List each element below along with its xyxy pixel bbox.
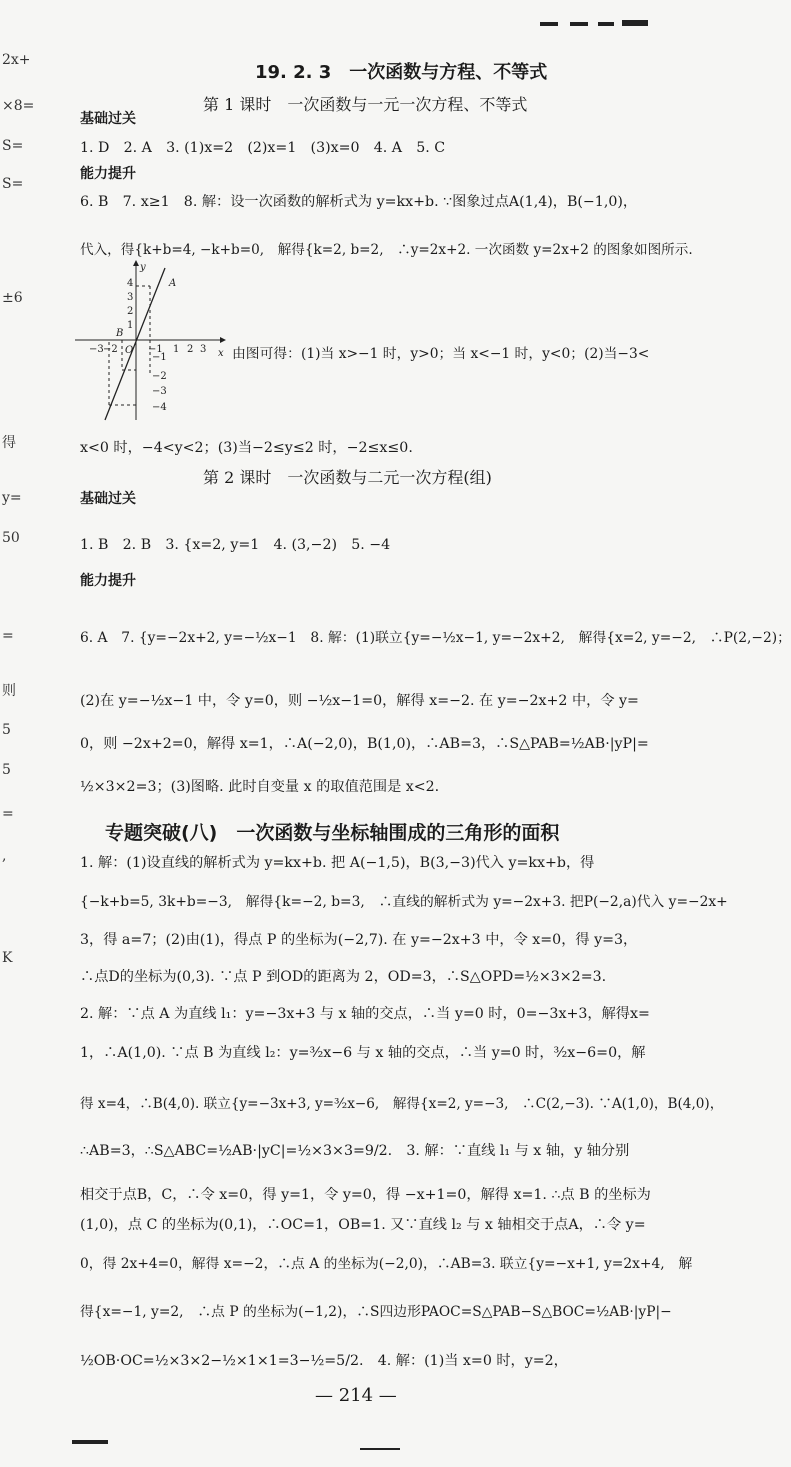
- point-b-label: B: [116, 328, 124, 339]
- y-tick: −4: [152, 402, 167, 413]
- bottom-bar: [72, 1440, 108, 1444]
- answer-line: 相交于点B，C，∴令 x=0，得 y=1，令 y=0，得 −x+1=0，解得 x=1. ∴点 B 的坐标为: [80, 1187, 651, 1203]
- edge-fragment: 5: [2, 762, 11, 778]
- answer-line: 6. B 7. x≥1 8. 解：设一次函数的解析式为 y=kx+b. ∵图象过点A(1,4)，B(−1,0)，: [80, 194, 638, 210]
- edge-fragment: 则: [2, 683, 16, 699]
- edge-fragment: 得: [2, 435, 16, 451]
- answer-line: 2. 解：∵点 A 为直线 l₁：y=−3x+3 与 x 轴的交点，∴当 y=0 时，0=−3x+3，解得x=: [80, 1006, 650, 1022]
- edge-fragment: ,: [2, 848, 7, 864]
- basic-label: 基础过关: [80, 111, 136, 127]
- left-edge-fragments: [0, 0, 60, 1467]
- top-dash: [540, 22, 558, 26]
- edge-fragment: 2x+: [2, 52, 31, 68]
- answer-line: (2)在 y=−½x−1 中，令 y=0，则 −½x−1=0，解得 x=−2. 在 y=−2x+2 中，令 y=: [80, 693, 639, 709]
- answer-line: ½×3×2=3；(3)图略. 此时自变量 x 的取值范围是 x<2.: [80, 779, 440, 795]
- answer-line: ∴点D的坐标为(0,3). ∵点 P 到OD的距离为 2，OD=3，∴S△OPD=½×3×2=3.: [80, 969, 607, 985]
- special-title: 专题突破(八) 一次函数与坐标轴围成的三角形的面积: [105, 822, 560, 844]
- advanced-label: 能力提升: [80, 166, 136, 182]
- x-tick: −3: [89, 344, 104, 355]
- point-a-label: A: [169, 278, 177, 289]
- answer-line: 1，∴A(1,0). ∵点 B 为直线 l₂：y=³⁄₂x−6 与 x 轴的交点，∴当 y=0 时，³⁄₂x−6=0，解: [80, 1045, 646, 1061]
- edge-fragment: ±6: [2, 290, 23, 306]
- bottom-bar: [360, 1448, 400, 1450]
- answer-line: 代入，得{k+b=4, −k+b=0, 解得{k=2, b=2, ∴y=2x+2. 一次函数 y=2x+2 的图象如图所示.: [80, 242, 693, 258]
- top-dash: [622, 20, 648, 26]
- edge-fragment: S=: [2, 138, 24, 154]
- x-tick: 3: [200, 344, 207, 355]
- top-dash: [570, 22, 588, 26]
- x-tick: −1: [148, 344, 163, 355]
- x-tick: −2: [103, 344, 118, 355]
- edge-fragment: ×8=: [2, 98, 35, 114]
- x-tick: 1: [173, 344, 180, 355]
- y-label: y: [140, 262, 146, 273]
- y-tick: −3: [152, 386, 167, 397]
- edge-fragment: =: [2, 806, 14, 822]
- answer-line: 0，则 −2x+2=0，解得 x=1，∴A(−2,0)，B(1,0)，∴AB=3，∴S△PAB=½AB·|yP|=: [80, 736, 649, 752]
- answer-line: 0，得 2x+4=0，解得 x=−2，∴点 A 的坐标为(−2,0)，∴AB=3. 联立{y=−x+1, y=2x+4, 解: [80, 1256, 693, 1272]
- answer-line: 3，得 a=7；(2)由(1)，得点 P 的坐标为(−2,7). 在 y=−2x+3 中，令 x=0，得 y=3，: [80, 932, 638, 948]
- y-tick: 4: [127, 278, 134, 289]
- edge-fragment: S=: [2, 176, 24, 192]
- top-dash: [598, 22, 614, 26]
- answer-line: ∴AB=3，∴S△ABC=½AB·|yC|=½×3×3=9/2. 3. 解：∵直线 l₁ 与 x 轴，y 轴分别: [80, 1143, 630, 1159]
- edge-fragment: =: [2, 628, 14, 644]
- edge-fragment: K: [2, 950, 13, 966]
- answer-line: 1. B 2. B 3. {x=2, y=1 4. (3,−2) 5. −4: [80, 537, 391, 553]
- y-tick: 2: [127, 306, 134, 317]
- answer-line: ½OB·OC=½×3×2−½×1×1=3−½=5/2. 4. 解：(1)当 x=0 时，y=2，: [80, 1353, 568, 1369]
- answer-line: 得{x=−1, y=2, ∴点 P 的坐标为(−1,2)，∴S四边形PAOC=S△PAB−S△BOC=½AB·|yP|−: [80, 1304, 672, 1320]
- basic-label: 基础过关: [80, 491, 136, 507]
- x-tick: 2: [187, 344, 194, 355]
- function-graph: [70, 260, 230, 425]
- page-number: — 214 —: [315, 1385, 397, 1406]
- answer-line: {−k+b=5, 3k+b=−3, 解得{k=−2, b=3, ∴直线的解析式为 y=−2x+3. 把P(−2,a)代入 y=−2x+: [80, 894, 728, 910]
- answer-line: (1,0)，点 C 的坐标为(0,1)，∴OC=1，OB=1. 又∵直线 l₂ 与 x 轴相交于点A，∴令 y=: [80, 1217, 646, 1233]
- y-tick: −1: [152, 352, 167, 363]
- answer-line: 由图可得：(1)当 x>−1 时，y>0；当 x<−1 时，y<0；(2)当−3<: [232, 346, 650, 362]
- edge-fragment: 5: [2, 722, 11, 738]
- y-tick: 1: [127, 320, 134, 331]
- edge-fragment: y=: [2, 490, 22, 506]
- answer-line: 1. 解：(1)设直线的解析式为 y=kx+b. 把 A(−1,5)，B(3,−3)代入 y=kx+b，得: [80, 855, 595, 871]
- advanced-label: 能力提升: [80, 573, 136, 589]
- lesson2-title: 第 2 课时 一次函数与二元一次方程(组): [203, 468, 492, 487]
- origin-label: O: [125, 345, 134, 356]
- x-label: x: [218, 348, 224, 359]
- answer-line: x<0 时，−4<y<2；(3)当−2≤y≤2 时，−2≤x≤0.: [80, 440, 413, 456]
- y-tick: −2: [152, 371, 167, 382]
- lesson1-title: 第 1 课时 一次函数与一元一次方程、不等式: [203, 95, 528, 114]
- section-title: 19. 2. 3 一次函数与方程、不等式: [255, 62, 548, 83]
- answer-line: 得 x=4，∴B(4,0). 联立{y=−3x+3, y=³⁄₂x−6, 解得{x=2, y=−3, ∴C(2,−3). ∵A(1,0)，B(4,0)，: [80, 1096, 724, 1112]
- y-tick: 3: [127, 292, 134, 303]
- answer-line: 6. A 7. {y=−2x+2, y=−½x−1 8. 解：(1)联立{y=−½x−1, y=−2x+2, 解得{x=2, y=−2, ∴P(2,−2)；: [80, 630, 791, 646]
- answer-line: 1. D 2. A 3. (1)x=2 (2)x=1 (3)x=0 4. A 5. C: [80, 140, 446, 156]
- edge-fragment: 50: [2, 530, 20, 546]
